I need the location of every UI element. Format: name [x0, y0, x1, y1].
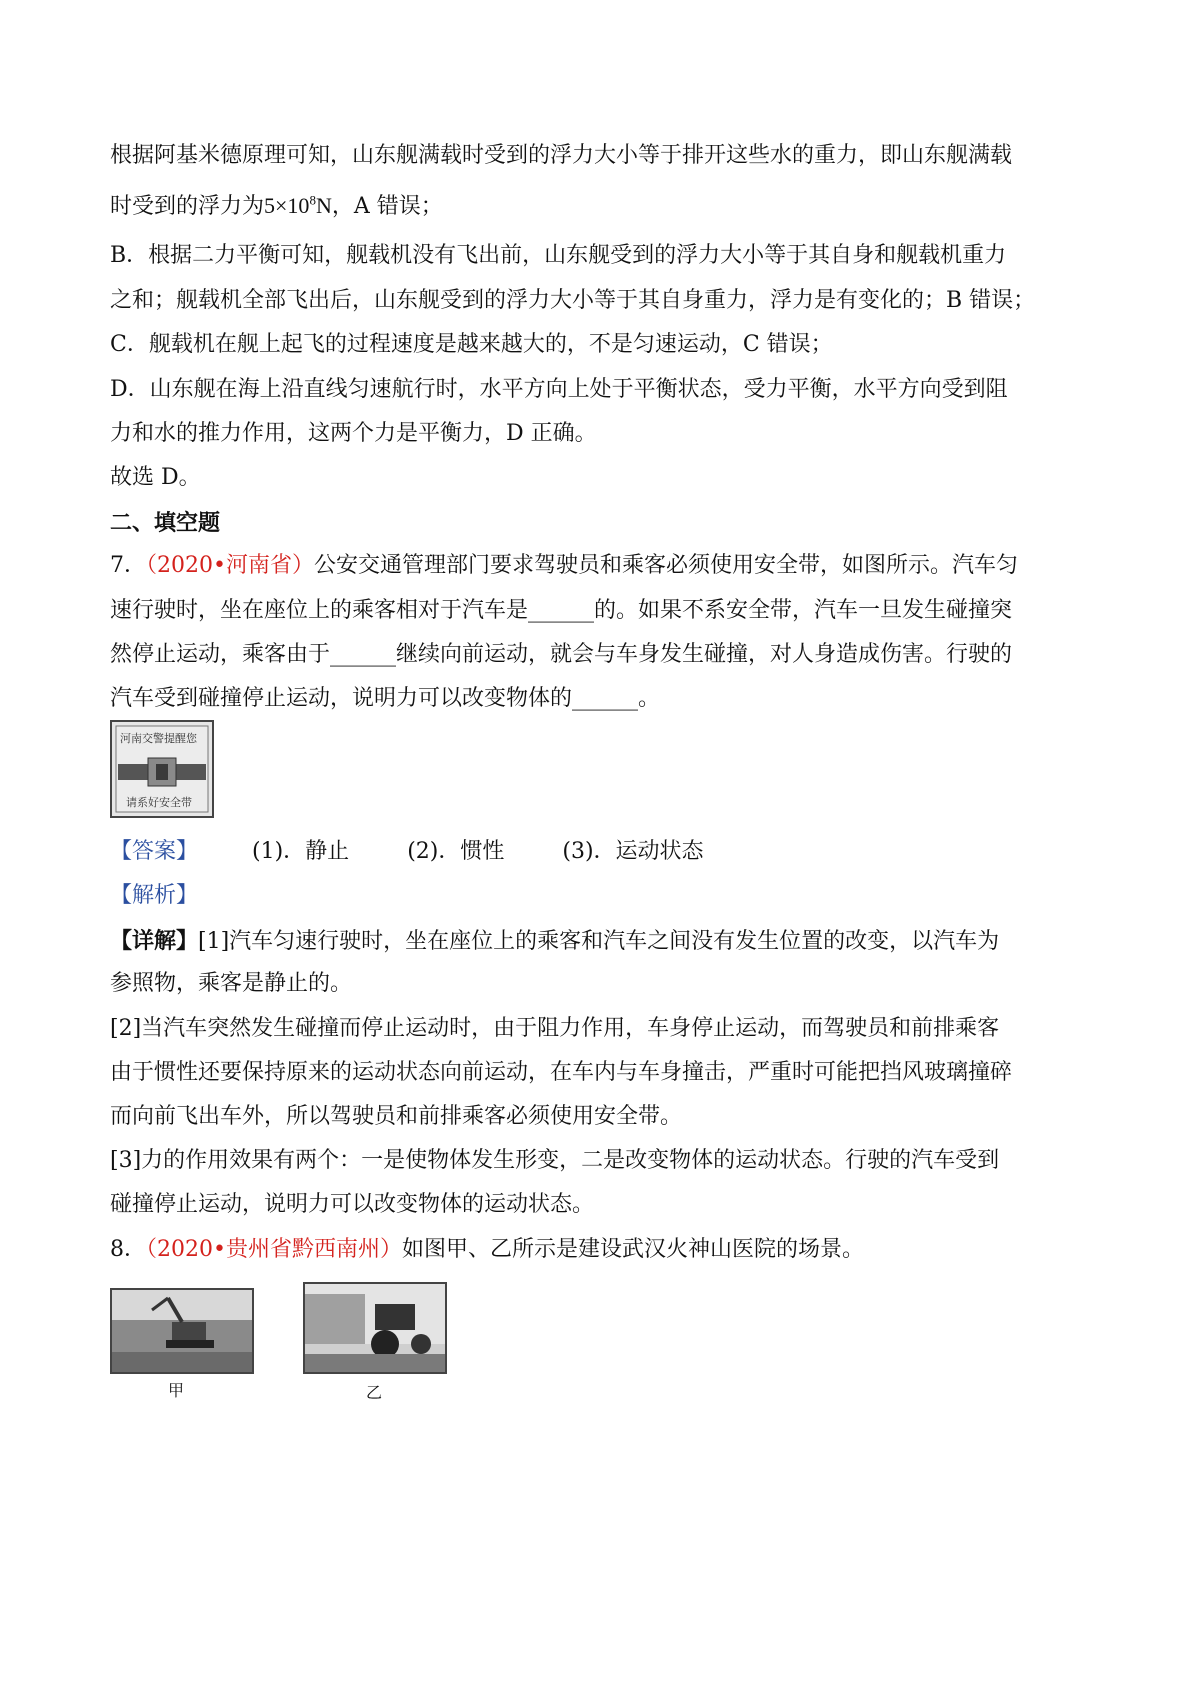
answer-label: 【答案】 — [110, 839, 199, 864]
formula — [264, 193, 332, 218]
question-number: 8． — [110, 1237, 146, 1262]
seatbelt-figure — [110, 720, 214, 818]
detail-line: 碰撞停止运动，说明力可以改变物体的运动状态。 — [110, 1192, 595, 1217]
excavator-icon — [112, 1290, 252, 1372]
question-text: 然停止运动，乘客由于______继续向前运动，就会与车身发生碰撞，对人身造成伤害。行驶的 — [110, 642, 1013, 667]
text-line: B．根据二力平衡可知，舰载机没有飞出前，山东舰受到的浮力大小等于其自身和舰载机重力 — [110, 243, 1007, 268]
detail-line: 而向前飞出车外，所以驾驶员和前排乘客必须使用安全带。 — [110, 1104, 683, 1129]
text-line: 之和；舰载机全部飞出后，山东舰受到的浮力大小等于其自身重力，浮力是有变化的；B 错误； — [110, 288, 1036, 313]
figure-caption-a: 甲 — [168, 1381, 185, 1400]
figure-caption-b: 乙 — [366, 1383, 383, 1402]
text-line: D．山东舰在海上沿直线匀速航行时，水平方向上处于平衡状态，受力平衡，水平方向受到阻 — [110, 377, 1008, 402]
text-line: 力和水的推力作用，这两个力是平衡力，D 正确。 — [110, 421, 597, 446]
detail-line: [2]当汽车突然发生碰撞而停止运动时，由于阻力作用，车身停止运动，而驾驶员和前排乘客 — [110, 1016, 1000, 1041]
detail-line: [3]力的作用效果有两个：一是使物体发生形变，二是改变物体的运动状态。行驶的汽车受到 — [110, 1148, 1000, 1173]
text-line — [110, 192, 443, 221]
detail-label: 【详解】 — [110, 928, 199, 954]
question-7-line — [110, 552, 1018, 580]
analysis-label: 【解析】 — [110, 883, 199, 908]
detail-text: [1]汽车匀速行驶时，坐在座位上的乘客和汽车之间没有发生位置的改变，以汽车为 — [198, 929, 1000, 954]
question-source-tag: （2020•河南省） — [146, 553, 314, 578]
question-text: 如图甲、乙所示是建设武汉火神山医院的场景。 — [401, 1237, 864, 1262]
question-number: 7． — [110, 553, 146, 578]
answer-item: (2)．惯性 — [407, 839, 505, 864]
formula-base: 5×10 — [264, 193, 310, 218]
seatbelt-figure-bottom-text: 请系好安全带 — [126, 796, 192, 809]
text-span: ，A 错误； — [331, 194, 443, 219]
question-source-tag: （2020•贵州省黔西南州） — [146, 1237, 402, 1262]
roller-icon — [305, 1284, 445, 1372]
text-line: C．舰载机在舰上起飞的过程速度是越来越大的，不是匀速运动，C 错误； — [110, 332, 833, 357]
detail-line: 由于惯性还要保持原来的运动状态向前运动，在车内与车身撞击，严重时可能把挡风玻璃撞碎 — [110, 1060, 1013, 1085]
text-line: 故选 D。 — [110, 465, 201, 490]
answer-item: (3)．运动状态 — [562, 839, 704, 864]
excavator-photo — [110, 1288, 254, 1374]
section-heading: 二、填空题 — [110, 510, 221, 536]
answer-line — [110, 838, 704, 866]
question-text: 汽车受到碰撞停止运动，说明力可以改变物体的______。 — [110, 686, 661, 711]
question-text: 速行驶时，坐在座位上的乘客相对于汽车是______的。如果不系安全带，汽车一旦发生碰撞突 — [110, 598, 1013, 623]
roller-photo — [303, 1282, 447, 1374]
seatbelt-figure-top-text: 河南交警提醒您 — [120, 732, 197, 745]
formula-unit: N — [315, 193, 332, 218]
question-8-line — [110, 1236, 864, 1264]
text-line: 根据阿基米德原理可知，山东舰满载时受到的浮力大小等于排开这些水的重力，即山东舰满载 — [110, 143, 1013, 168]
detail-line: 参照物，乘客是静止的。 — [110, 971, 353, 996]
question-text: 公安交通管理部门要求驾驶员和乘客必须使用安全带，如图所示。汽车匀 — [313, 553, 1018, 578]
text-span: 时受到的浮力为 — [110, 194, 265, 219]
answer-item: (1)．静止 — [252, 839, 350, 864]
detail-line — [110, 927, 999, 956]
formula-exponent: 8 — [309, 192, 316, 208]
